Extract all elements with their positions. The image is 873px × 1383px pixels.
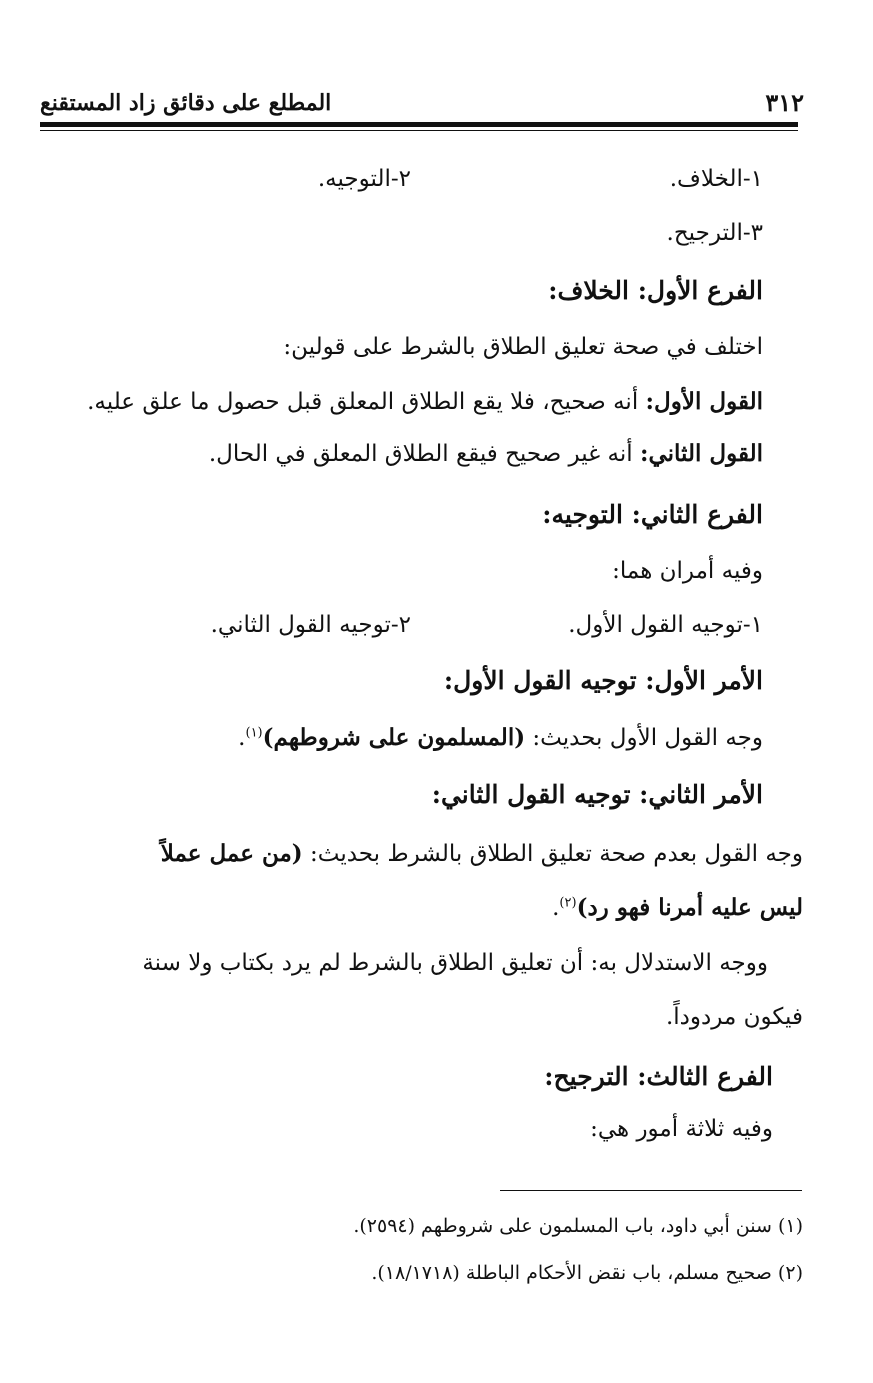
- header-rule-thin: [40, 130, 798, 131]
- paragraph-amr-1-suffix: .: [238, 725, 246, 751]
- heading-khilaf: الفرع الأول: الخلاف:: [548, 276, 763, 305]
- page-number: ٣١٢: [765, 88, 804, 117]
- paragraph-istidlal-line1: ووجه الاستدلال به: أن تعليق الطلاق بالشرط لم يرد بكتاب ولا سنة: [142, 950, 768, 976]
- paragraph-khilaf-intro: اختلف في صحة تعليق الطلاق بالشرط على قولين:: [283, 334, 763, 360]
- footnote-separator: [500, 1190, 802, 1191]
- opinion-2-text: أنه غير صحيح فيقع الطلاق المعلق في الحال.: [208, 441, 640, 467]
- paragraph-amr-1: [238, 724, 763, 751]
- heading-tarjih: الفرع الثالث: الترجيح:: [544, 1062, 773, 1091]
- header-rule-thick: [40, 122, 798, 127]
- hadith-2-part2: ليس عليه أمرنا فهو رد): [576, 894, 803, 921]
- opinion-1-label: القول الأول:: [645, 388, 763, 415]
- footnote-1: (١) سنن أبي داود، باب المسلمون على شروطهم (٢٥٩٤).: [353, 1215, 803, 1237]
- hadith-1: (المسلمون على شروطهم): [262, 724, 526, 751]
- running-title: المطلع على دقائق زاد المستقنع: [40, 90, 332, 116]
- footnote-2: (٢) صحيح مسلم، باب نقض الأحكام الباطلة (١٨/١٧١٨).: [371, 1262, 803, 1284]
- paragraph-amr-1-prefix: وجه القول الأول بحديث:: [525, 725, 763, 751]
- list1-item3: ٣-الترجيح.: [666, 220, 763, 246]
- list2-item1: ١-توجيه القول الأول.: [568, 612, 763, 638]
- footnote-ref-1: (١): [245, 725, 263, 741]
- paragraph-amr-2-prefix: وجه القول بعدم صحة تعليق الطلاق بالشرط بحديث:: [302, 841, 803, 867]
- heading-amr-1: الأمر الأول: توجيه القول الأول:: [443, 666, 763, 695]
- list1-item2: ٢-التوجيه.: [317, 166, 411, 192]
- heading-tawjih: الفرع الثاني: التوجيه:: [542, 500, 763, 529]
- paragraph-amr-2-line1: [161, 840, 803, 867]
- footnote-ref-2: (٢): [559, 895, 577, 911]
- list2-item2: ٢-توجيه القول الثاني.: [210, 612, 411, 638]
- heading-amr-2: الأمر الثاني: توجيه القول الثاني:: [431, 780, 763, 809]
- opinion-2-label: القول الثاني:: [639, 440, 763, 467]
- list1-item1: ١-الخلاف.: [669, 166, 763, 192]
- page-header: [40, 88, 812, 118]
- paragraph-tawjih-intro: وفيه أمران هما:: [612, 558, 763, 584]
- paragraph-istidlal-line2: فيكون مردوداً.: [665, 1004, 803, 1030]
- opinion-1: [87, 388, 763, 415]
- paragraph-amr-2-line2: [552, 894, 803, 921]
- hadith-2-part1: (من عمل عملاً: [160, 840, 303, 867]
- opinion-2: [209, 440, 763, 467]
- paragraph-tarjih-intro: وفيه ثلاثة أمور هي:: [590, 1116, 773, 1142]
- paragraph-amr-2-suffix: .: [552, 895, 560, 921]
- opinion-1-text: أنه صحيح، فلا يقع الطلاق المعلق قبل حصول ما علق عليه.: [87, 389, 646, 415]
